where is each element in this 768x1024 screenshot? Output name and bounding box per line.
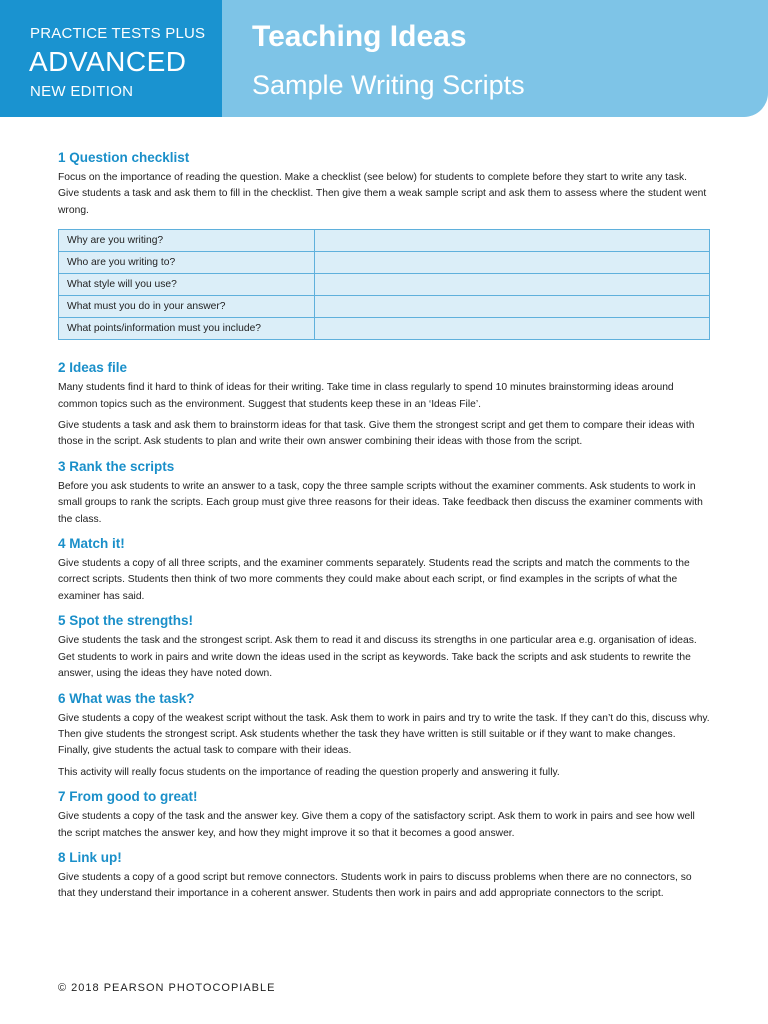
section-paragraph: Give students the task and the strongest script. Ask them to read it and discuss its strengths in one particular area e.g. organisation of ideas. Get students to work in pairs and write down the ideas used in the script as keywords. Take back the scripts and ask students to rewrite the answer, using the ideas they have noted down. — [58, 635, 697, 680]
section-heading: 2 Ideas file — [58, 360, 128, 376]
brand-series-label: PRACTICE TESTS PLUS — [30, 25, 206, 42]
brand-level-label: ADVANCED — [29, 46, 187, 77]
title-box — [222, 0, 768, 117]
table-row — [59, 296, 710, 318]
checklist-answer-cell[interactable] — [315, 296, 710, 318]
section-paragraph: Many students find it hard to think of ideas for their writing. Take time in class regularly to spend 10 minutes brainstorming ideas around common topics such as the environment. Suggest that students keep these in an ‘Ideas File’. — [58, 382, 674, 410]
section-from-good-to-great — [58, 789, 710, 842]
section-paragraph: Give students a copy of a good script but remove connectors. Students work in pairs to discuss problems when there are no connectors, so that they understand their importance in a coherent answer. Students then work in pairs and add appropriate connectors to the script. — [58, 871, 692, 900]
section-match-it — [58, 536, 710, 605]
checklist-question: What style will you use? — [59, 274, 315, 296]
copyright-footer: © 2018 PEARSON PHOTOCOPIABLE — [58, 982, 276, 994]
series-brand-box — [0, 0, 222, 117]
table-row — [59, 318, 710, 340]
section-paragraph: Give students a copy of all three scripts, and the examiner comments separately. Students read the scripts and match the comments to the correct scripts. Students then think of two more comments they could make about each script, or find examples in the scripts of what the examiner has said. — [58, 558, 690, 602]
section-paragraph: Focus on the importance of reading the question. Make a checklist (see below) for students to complete before they start to write any task. Give students a task and ask them to fill in the checklist. Then give them a weak sample script and ask them to assess where the student went wrong. — [58, 172, 707, 216]
section-link-up — [58, 850, 710, 903]
section-paragraph: Give students a task and ask them to brainstorm ideas for that task. Give them the strongest script and get them to compare their ideas with those in the script. Ask students to plan and write their own answer combining their ideas with those from the script. — [58, 420, 695, 448]
section-paragraph: This activity will really focus students on the importance of reading the question properly and answering it fully. — [58, 766, 560, 778]
table-row — [59, 252, 710, 274]
checklist-answer-cell[interactable] — [315, 252, 710, 274]
checklist-question: Who are you writing to? — [59, 252, 315, 274]
section-heading: 8 Link up! — [58, 849, 122, 865]
section-paragraph: Give students a copy of the weakest script without the task. Ask them to work in pairs and try to write the task. If they can’t do this, discuss why. Then give students the strongest script. Ask students whether the task they have written is still suitable or if they want to make changes. Finally, give students the actual task to compare with their ideas. — [58, 712, 710, 757]
section-what-was-the-task — [58, 691, 710, 782]
checklist-answer-cell[interactable] — [315, 230, 710, 252]
section-spot-the-strengths — [58, 613, 710, 682]
section-heading: 5 Spot the strengths! — [58, 613, 194, 629]
section-heading: 7 From good to great! — [58, 789, 198, 805]
checklist-answer-cell[interactable] — [315, 274, 710, 296]
section-heading: 6 What was the task? — [58, 690, 195, 706]
checklist-table — [58, 229, 710, 340]
checklist-question: What must you do in your answer? — [59, 296, 315, 318]
section-heading: 1 Question checklist — [58, 150, 190, 165]
page-header — [0, 0, 768, 117]
section-rank-the-scripts — [58, 459, 710, 528]
brand-edition-label: NEW EDITION — [30, 83, 134, 100]
section-paragraph: Before you ask students to write an answer to a task, copy the three sample scripts without the examiner comments. Ask students to work in small groups to rank the scripts. Each group must give three reasons for their ideas. Take feedback then discuss the examiner comments with the class. — [58, 480, 703, 525]
page-subtitle: Sample Writing Scripts — [252, 70, 525, 100]
table-row — [59, 274, 710, 296]
section-ideas-file — [58, 360, 710, 451]
table-row — [59, 230, 710, 252]
section-paragraph: Give students a copy of the task and the answer key. Give them a copy of the satisfactory script. Ask them to work in pairs and see how well the script matches the answer key, and how they might improve it so that it becomes a good answer. — [58, 811, 695, 839]
section-heading: 3 Rank the scripts — [58, 458, 175, 474]
checklist-answer-cell[interactable] — [315, 318, 710, 340]
checklist-question: What points/information must you include? — [59, 318, 315, 340]
main-content — [58, 150, 710, 911]
section-question-checklist — [58, 150, 710, 340]
section-heading: 4 Match it! — [58, 536, 125, 552]
page-title: Teaching Ideas — [252, 20, 467, 53]
checklist-question: Why are you writing? — [59, 230, 315, 252]
